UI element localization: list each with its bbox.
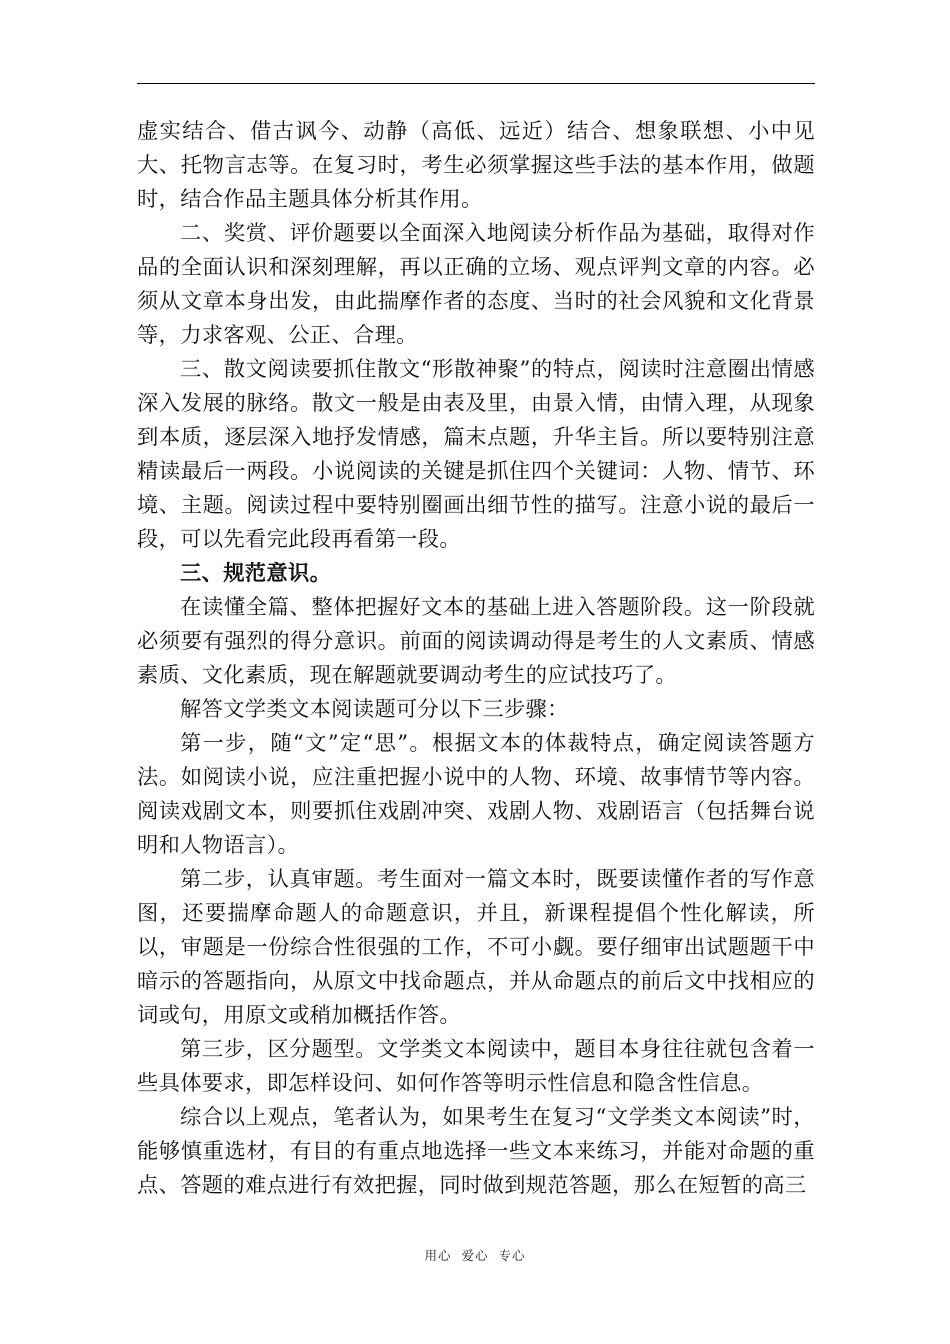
paragraph-techniques: 虚实结合、借古讽今、动静（高低、远近）结合、想象联想、小中见大、托物言志等。在复习时，考生必须掌握这些手法的基本作用，做题时，结合作品主题具体分析其作用。 <box>137 119 815 212</box>
page-footer: 用心 爱心 专心 <box>424 1248 526 1263</box>
paragraph-step-two: 第二步，认真审题。考生面对一篇文本时，既要读懂作者的写作意图，还要揣摩命题人的命题意识，并且，新课程提倡个性化解读，所以，审题是一份综合性很强的工作，不可小觑。要仔细审出试题题干中暗示的答题指向，从原文中找命题点，并从命题点的前后文中找相应的词或句，用原文或稍加概括作答。 <box>137 867 815 1028</box>
paragraph-prose-reading: 三、散文阅读要抓住散文“形散神聚”的特点，阅读时注意圈出情感深入发展的脉络。散文一般是由表及里，由景入情，由情入理，从现象到本质，逐层深入地抒发情感，篇末点题，升华主旨。所以要特别注意精读最后一两段。小说阅读的关键是抓住四个关键词：人物、情节、环境、主题。阅读过程中要特别圈画出细节性的描写。注意小说的最后一段，可以先看完此段再看第一段。 <box>137 357 815 552</box>
header-rule <box>137 83 815 84</box>
paragraph-step-three: 第三步，区分题型。文学类文本阅读中，题目本身往往就包含着一些具体要求，即怎样设问、如何作答等明示性信息和隐含性信息。 <box>137 1037 815 1096</box>
document-body <box>137 115 815 1203</box>
paragraph-step-one: 第一步，随“文”定“思”。根据文本的体裁特点，确定阅读答题方法。如阅读小说，应注重把握小说中的人物、环境、故事情节等内容。阅读戏剧文本，则要抓住戏剧冲突、戏剧人物、戏剧语言（包括舞台说明和人物语言）。 <box>137 731 815 858</box>
paragraph-scoring-awareness: 在读懂全篇、整体把握好文本的基础上进入答题阶段。这一阶段就必须要有强烈的得分意识。前面的阅读调动得是考生的人文素质、情感素质、文化素质，现在解题就要调动考生的应试技巧了。 <box>137 595 815 688</box>
section-heading: 三、规范意识。 <box>180 561 332 586</box>
paragraph-appreciation: 二、奖赏、评价题要以全面深入地阅读分析作品为基础，取得对作品的全面认识和深刻理解，再以正确的立场、观点评判文章的内容。必须从文章本身出发，由此揣摩作者的态度、当时的社会风貌和文化背景等，力求客观、公正、合理。 <box>137 221 815 348</box>
paragraph-conclusion: 综合以上观点，笔者认为，如果考生在复习“文学类文本阅读”时，能够慎重选材，有目的有重点地选择一些文本来练习，并能对命题的重点、答题的难点进行有效把握，同时做到规范答题，那么在短暂的高三 <box>137 1105 815 1198</box>
paragraph-three-steps: 解答文学类文本阅读题可分以下三步骤： <box>180 697 569 722</box>
